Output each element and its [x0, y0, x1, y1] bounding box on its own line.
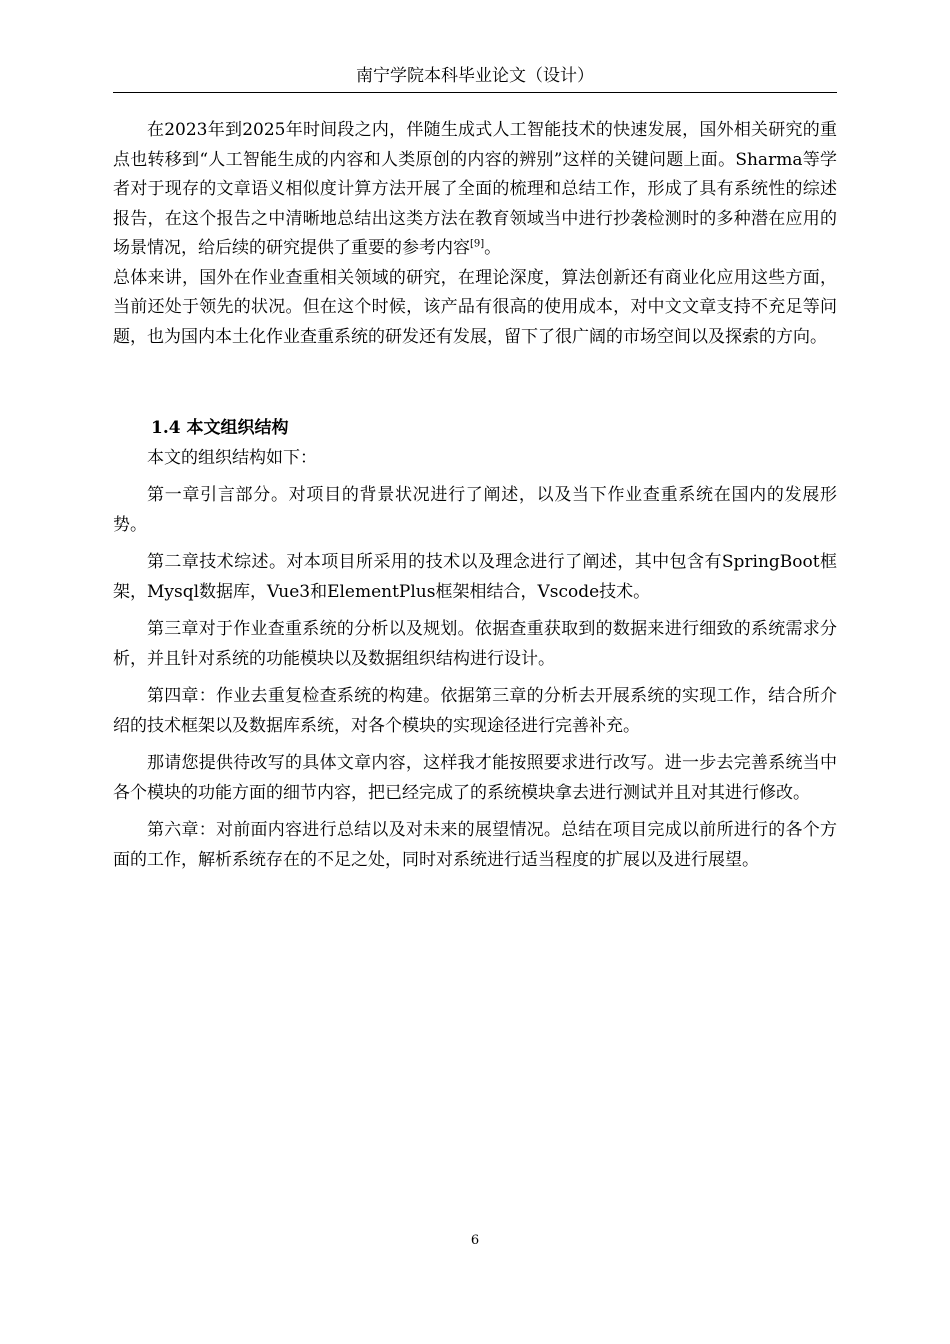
section-heading: 1.4 本文组织结构	[151, 418, 289, 438]
paragraph-text: 在2023年到2025年时间段之内，伴随生成式人工智能技术的快速发展，国外相关研究的重点也转移到“人工智能生成的内容和人类原创的内容的辨别”这样的关键问题上面。Sharma等学者对于现存的文章语义相似度计算方法开展了全面的梳理和总结工作，形成了具有系统性的综述报告，在这个报告之中清晰地总结出这类方法在教育领域当中进行抄袭检测时的多种潜在应用的场景情况，给后续的研究提供了重要的参考内容	[113, 120, 837, 258]
paragraph-summary: 总体来讲，国外在作业查重相关领域的研究，在理论深度，算法创新还有商业化应用这些方面，当前还处于领先的状况。但在这个时候，该产品有很高的使用成本，对中文文章支持不充足等问题，也为国内本土化作业查重系统的研发还有发展，留下了很广阔的市场空间以及探索的方向。	[113, 267, 837, 347]
paragraph-chapter-1: 第一章引言部分。对项目的背景状况进行了阐述，以及当下作业查重系统在国内的发展形势。	[113, 485, 837, 535]
paragraph-chapter-3: 第三章对于作业查重系统的分析以及规划。依据查重获取到的数据来进行细致的系统需求分析，并且针对系统的功能模块以及数据组织结构进行设计。	[113, 619, 837, 669]
page-header	[113, 64, 837, 93]
paragraph-chapter-4: 第四章：作业去重复检查系统的构建。依据第三章的分析去开展系统的实现工作，结合所介绍的技术框架以及数据库系统，对各个模块的实现途径进行完善补充。	[113, 686, 837, 736]
citation-ref: [9]	[470, 238, 485, 250]
paragraph-structure-intro: 本文的组织结构如下：	[147, 447, 317, 468]
paragraph-end: 。	[484, 238, 502, 258]
paragraph-international-research	[113, 116, 837, 264]
document-body	[113, 116, 837, 875]
page-number: 6	[470, 1233, 480, 1248]
paragraph-chapter-5: 那请您提供待改写的具体文章内容，这样我才能按照要求进行改写。进一步去完善系统当中各个模块的功能方面的细节内容，把已经完成了的系统模块拿去进行测试并且对其进行修改。	[113, 753, 837, 803]
paragraph-chapter-6: 第六章：对前面内容进行总结以及对未来的展望情况。总结在项目完成以前所进行的各个方面的工作，解析系统存在的不足之处，同时对系统进行适当程度的扩展以及进行展望。	[113, 820, 837, 870]
header-title: 南宁学院本科毕业论文（设计）	[356, 66, 594, 86]
paragraph-chapter-2: 第二章技术综述。对本项目所采用的技术以及理念进行了阐述，其中包含有SpringBoot框架，Mysql数据库，Vue3和ElementPlus框架相结合，Vscode技术。	[113, 552, 837, 602]
